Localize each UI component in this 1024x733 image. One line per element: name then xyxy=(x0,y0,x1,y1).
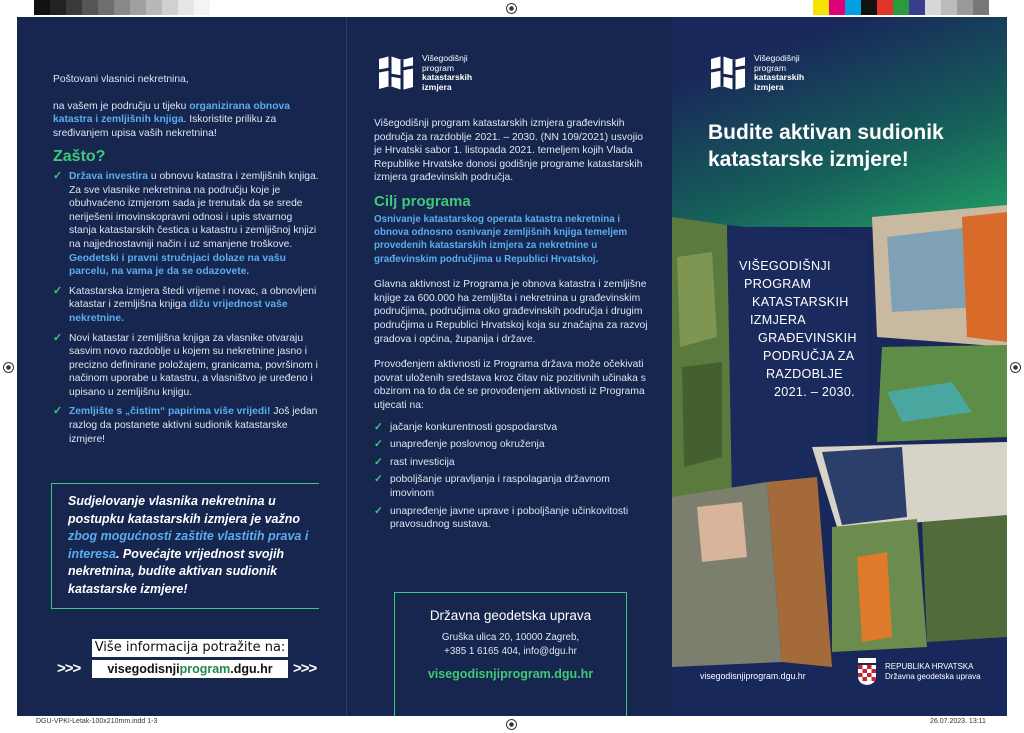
check-icon: ✓ xyxy=(374,421,383,433)
program-intro: Višegodišnji program katastarskih izmjera građevinskih područja za razdoblje 2021. – 2030. (NN 109/2021) usvojio je Hrvatski sabor 1. listopada 2021. temeljem kojih Vlada Republike Hrvatske donosi godišnje programe katastarskih izmjera građevinskih područja. xyxy=(374,118,644,184)
greeting: Poštovani vlasnici nekretnina, xyxy=(53,74,189,85)
cover-panel xyxy=(672,17,1007,716)
aerial-map-photo-detail xyxy=(677,252,717,347)
website-link[interactable]: visegodisnjiprogram.dgu.hr xyxy=(92,660,288,678)
logo-text: Višegodišnji program katastarskih izmjera xyxy=(422,53,473,92)
program-title: VIŠEGODIŠNJI PROGRAM KATASTARSKIH IZMJERA GRAĐEVINSKIH PODRUČJA ZA RAZDOBLJE 2021. – 2030. xyxy=(739,259,857,399)
arrows-right: >>> xyxy=(293,660,317,677)
cover-url-link[interactable]: visegodisnjiprogram.dgu.hr xyxy=(700,671,806,681)
quote-box: Sudjelovanje vlasnika nekretnina u postupku katastarskih izmjera je važno zbog mogućnosti zaštite vlastitih prava i interesa. Povećajte vrijednost svojih nekretnina, budite aktivan sudionik katastarske izmjere! xyxy=(51,483,319,609)
intro-paragraph: na vašem je području u tijeku organizirana obnova katastra i zemljišnih knjiga. Iskoristite priliku za sređivanjem upisa vaših nekretnina! xyxy=(53,100,290,139)
check-icon: ✓ xyxy=(374,505,383,517)
croatian-crest-icon xyxy=(856,658,878,686)
surveyor-tripod-detail xyxy=(857,552,892,642)
check-icon: ✓ xyxy=(374,474,383,486)
more-info-label: Više informacija potražite na: xyxy=(92,639,288,657)
left-panel xyxy=(17,17,346,716)
aerial-map-photo-detail xyxy=(682,362,722,467)
grayscale-bar xyxy=(34,0,210,15)
cover-headline: Budite aktivan sudionik katastarske izmjere! xyxy=(708,121,944,171)
contact-box xyxy=(394,592,627,716)
check-icon: ✓ xyxy=(374,439,383,451)
check-icon: ✓ xyxy=(53,284,63,297)
check-icon: ✓ xyxy=(53,405,63,418)
gps-marker-photo xyxy=(922,515,1007,642)
reason-item: ✓ Katastarska izmjera štedi vrijeme i novac, a obnovljeni katastar i zemljišna knjiga dižu vrijednost vaše nekretnine. xyxy=(53,284,317,324)
check-icon: ✓ xyxy=(53,169,63,182)
check-icon: ✓ xyxy=(53,331,63,344)
program-logo xyxy=(376,53,472,93)
org-address: Gruška ulica 20, 10000 Zagreb, +385 1 6165 404, info@dgu.hr xyxy=(441,632,580,657)
reason-item: ✓ Novi katastar i zemljišna knjiga za vlasnike otvaraju sasvim novo razdoblje u kojem su nekretnine jasno i precizno definirane položajem, granicama, površinom i načinom uporabe u katastru, a vlasništvo je uređeno i upisano u zemljišnu knjigu. xyxy=(53,331,318,398)
check-icon: ✓ xyxy=(374,456,383,468)
list-item: ✓ poboljšanje upravljanja i raspolaganja državnom imovinom xyxy=(374,474,610,499)
logo-text: Višegodišnji program katastarskih izmjera xyxy=(754,53,805,92)
goal-text: Glavna aktivnost iz Programa je obnova katastra i zemljišne knjige za 600.000 ha zemljišta i nekretnina u građevinskim područjima, područjima oko građevinskih područja i drugim područjima u Republici Hrvatskoj koja su značajna za razvoj gradova i općina, županija i države. xyxy=(374,279,648,345)
goal-lead: Osnivanje katastarskog operata katastra nekretnina i obnova odnosno osnivanje zemljišnih knjiga temeljem provedenih katastarskih izmjera za nekretnine u građevinskim područjima u Republici Hrvatskoj. xyxy=(374,213,628,265)
reason-item: ✓ Zemljište s „čistim“ papirima više vrijedi! Još jedan razlog da postanete aktivni sudionik katastarske izmjere! xyxy=(53,405,318,445)
registration-mark-top xyxy=(506,3,517,14)
map-logo-icon xyxy=(376,53,416,93)
tablet-map-photo-person xyxy=(962,212,1007,342)
middle-panel xyxy=(346,17,672,716)
program-logo-cover xyxy=(708,53,804,93)
registration-mark-right xyxy=(1010,362,1021,373)
why-heading: Zašto? xyxy=(53,148,106,166)
registration-mark-bottom xyxy=(506,719,517,730)
effects-text: Provođenjem aktivnosti iz Programa država može očekivati povrat uloženih sredstava kroz čitav niz pozitivnih učinaka s obzirom na to da će se provođenjem aktivnosti iz Programa utjecati na: xyxy=(374,359,646,411)
print-file-name: DGU-VPKI-Letak-100x210mm.indd 1-3 xyxy=(36,718,158,725)
org-name: Državna geodetska uprava xyxy=(429,608,592,623)
org-url-link[interactable]: visegodisnjiprogram.dgu.hr xyxy=(427,667,594,681)
left-panel-text xyxy=(53,73,321,452)
list-item: ✓ unapređenje javne uprave i poboljšanje učinkovitosti pravosudnog sustava. xyxy=(374,505,629,531)
color-bar xyxy=(813,0,989,15)
list-item: ✓ rast investicija xyxy=(374,456,455,468)
reason-item: ✓ Država investira u obnovu katastra i zemljišnih knjiga. Za sve vlasnike nekretnina na području koje je obuhvaćeno izmjerom sada je trenutak da se srede neriješeni imovinskopravni odnosi i upis stvarnog stanja katastarskih čestica u katastru i zemljišnoj knjizi na najjednostavniji način i uz smanjene troškove. Geodetski i pravni stručnjaci dolaze na vašu parcelu, na vama je da se odazovete. xyxy=(53,169,319,278)
print-date: 26.07.2023. 13:11 xyxy=(930,718,986,725)
registration-mark-left xyxy=(3,362,14,373)
map-logo-icon xyxy=(708,53,748,93)
list-item: ✓ unapređenje poslovnog okruženja xyxy=(374,439,545,451)
list-item: ✓ jačanje konkurentnosti gospodarstva xyxy=(374,421,558,433)
elderly-man-photo-face xyxy=(697,502,747,562)
arrows-left: >>> xyxy=(57,660,81,677)
brochure-sheet xyxy=(17,17,1007,716)
effects-list xyxy=(374,421,649,532)
middle-panel-text xyxy=(374,117,649,536)
goal-heading: Cilj programa xyxy=(374,192,471,210)
republic-label: REPUBLIKA HRVATSKA Državna geodetska uprava xyxy=(885,662,981,681)
